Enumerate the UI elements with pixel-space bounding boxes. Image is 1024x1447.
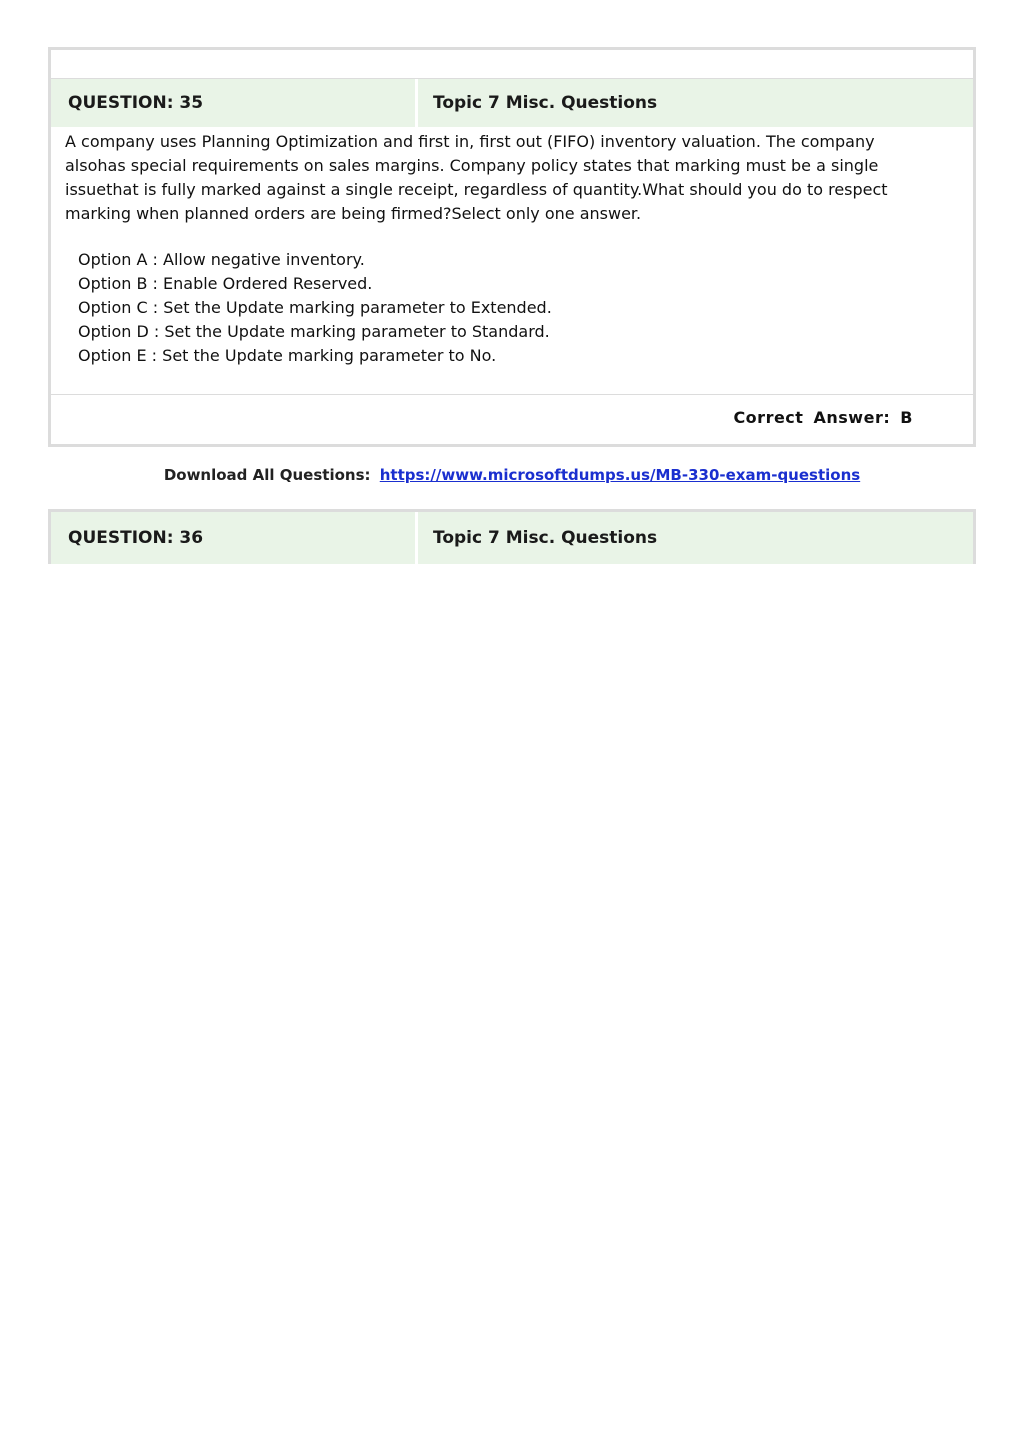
option-c: Option C : Set the Update marking parameter to Extended. bbox=[78, 298, 552, 317]
option-d: Option D : Set the Update marking parameter to Standard. bbox=[78, 322, 550, 341]
question-number-next: QUESTION: 36 bbox=[51, 512, 418, 564]
card-top-strip bbox=[51, 50, 973, 79]
option-b: Option B : Enable Ordered Reserved. bbox=[78, 274, 373, 293]
question-card bbox=[48, 47, 976, 447]
question-topic-next: Topic 7 Misc. Questions bbox=[433, 528, 658, 548]
options-list bbox=[51, 248, 973, 368]
question-header-next bbox=[51, 512, 973, 564]
question-header bbox=[51, 79, 973, 127]
question-text: A company uses Planning Optimization and first in, first out (FIFO) inventory valuation. The company alsohas special requirements on sales margins. Company policy states that marking must be a single issuethat is fully marked against a single receipt, regardless of quantity.What should you do to respect marking when planned orders are being firmed?Select only one answer. bbox=[65, 132, 888, 223]
option-a: Option A : Allow negative inventory. bbox=[78, 250, 365, 269]
question-number: QUESTION: 35 bbox=[51, 79, 418, 127]
answer-row bbox=[51, 394, 973, 445]
question-topic: Topic 7 Misc. Questions bbox=[433, 93, 658, 113]
download-link[interactable]: https://www.microsoftdumps.us/MB-330-exam-questions bbox=[379, 466, 861, 484]
question-card-next bbox=[48, 509, 976, 564]
correct-answer: Correct Answer: B bbox=[733, 408, 913, 427]
download-line bbox=[0, 466, 1024, 484]
option-e: Option E : Set the Update marking parameter to No. bbox=[78, 346, 497, 365]
download-label: Download All Questions: bbox=[163, 466, 371, 484]
